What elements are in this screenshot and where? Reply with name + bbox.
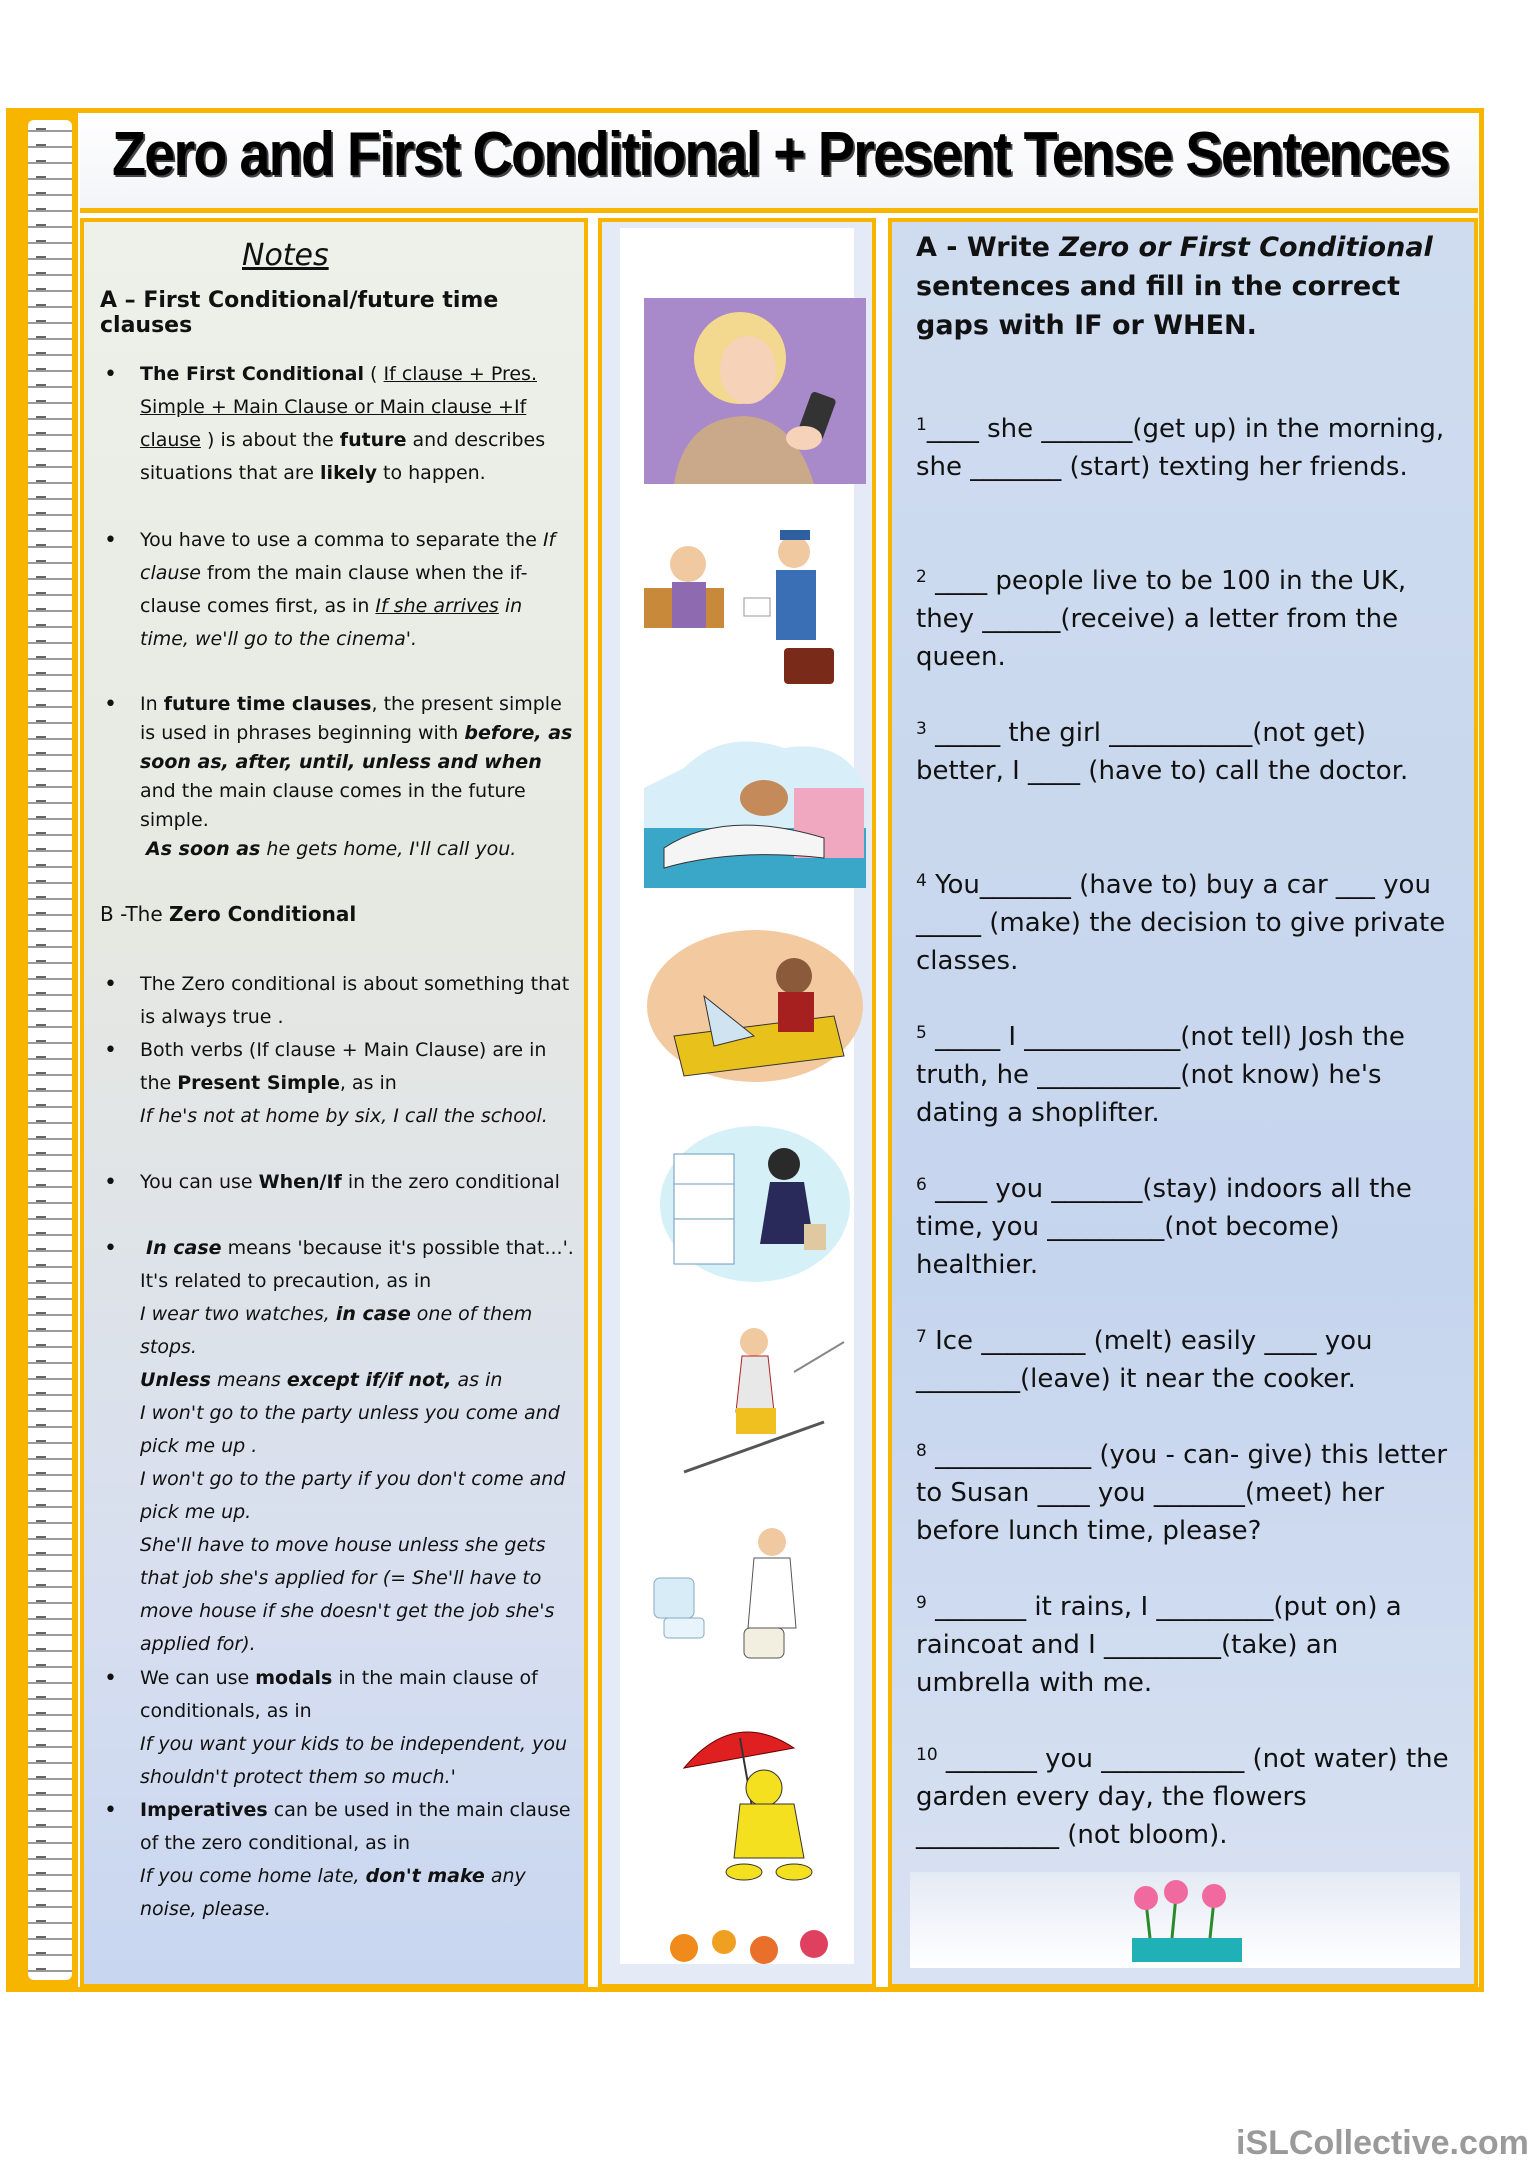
section-b-heading: B -The Zero Conditional bbox=[100, 902, 357, 926]
footer-watermark: iSLCollective.com bbox=[1236, 2124, 1529, 2162]
raincoat-umbrella-image bbox=[644, 1708, 866, 1888]
pink-flowers-icon bbox=[910, 1872, 1460, 1968]
exercise-item: $^3$ _____ the girl ___________(not get) better, I ____ (have to) call the doctor. bbox=[916, 718, 1409, 786]
spiral-binding bbox=[10, 112, 78, 1988]
note-both-verbs: • Both verbs (If clause + Main Clause) are in the Present Simple, as in If he's not at home by six, I call the school. bbox=[104, 1034, 574, 1133]
sick-girl-bed-image bbox=[644, 728, 866, 888]
exercise-panel bbox=[888, 218, 1478, 1988]
title-bar bbox=[80, 113, 1478, 213]
flowers-bouquet-image bbox=[644, 1928, 866, 1964]
exercise-item: $^9$ _______ it rains, I _________(put on) a raincoat and I _________(take) an umbrella with me. bbox=[916, 1592, 1402, 1698]
note-zero-always-true: • The Zero conditional is about something that is always true . bbox=[104, 968, 574, 1034]
note-in-case-unless: • In case means 'because it's possible that...'. It's related to precaution, as in I wear two watches, in case one of them stops. Unless means except if/if not, as in I won't go to the party unless you come and pick me up . I won't go to the party if you don't come and pick me up. She'll have to move house unless she gets that job she's applied for (= She'll have to move house if she doesn't get the job she's applied for). bbox=[104, 1232, 574, 1661]
note-when-if: • You can use When/If in the zero conditional bbox=[104, 1166, 574, 1199]
shoplifter-image bbox=[644, 1124, 866, 1284]
exercise-item: $^{10}$ _______ you ___________ (not water) the garden every day, the flowers ___________ (not bloom). bbox=[916, 1744, 1449, 1850]
note-comma: • You have to use a comma to separate the If clause from the main clause when the if-clause comes first, as in If she arrives in time, we'll go to the cinema'. bbox=[104, 524, 574, 656]
exercise-item: $^4$ You_______ (have to) buy a car ___ you _____ (make) the decision to give private classes. bbox=[916, 870, 1446, 976]
section-a-heading: A – First Conditional/future time clauses bbox=[100, 288, 499, 338]
exercise-item: $^6$ ____ you _______(stay) indoors all the time, you _________(not become) healthier. bbox=[916, 1174, 1412, 1280]
notes-panel bbox=[80, 218, 588, 1988]
flowers-decoration bbox=[910, 1872, 1460, 1968]
note-first-conditional: • The First Conditional ( If clause + Pres. Simple + Main Clause or Main clause +If clause ) is about the future and describes situations that are likely to happen. bbox=[104, 358, 574, 490]
exercise-item: $^2$ ____ people live to be 100 in the UK, they ______(receive) a letter from the queen. bbox=[916, 566, 1407, 672]
page-title: Zero and First Conditional + Present Tense Sentences bbox=[112, 120, 1449, 189]
skier-image bbox=[644, 1312, 866, 1482]
postman-letter-image bbox=[644, 528, 866, 688]
exercise-instructions: A - Write Zero or First Conditional sentences and fill in the correct gaps with IF or WHEN. bbox=[916, 232, 1433, 341]
note-modals: • We can use modals in the main clause of conditionals, as in If you want your kids to be independent, you shouldn't protect them so much.' bbox=[104, 1662, 574, 1794]
illustrations-panel bbox=[598, 218, 876, 1988]
ice-melting-image bbox=[644, 1518, 866, 1668]
woman-driving-image bbox=[644, 926, 866, 1086]
note-future-time-clauses: • In future time clauses, the present simple is used in phrases beginning with before, as soon as, after, until, unless and when and the main clause comes in the future simple. As soon as he gets home, I'll call you. bbox=[104, 690, 574, 864]
exercise-item: $^5$ _____ I ____________(not tell) Josh the truth, he ___________(not know) he's dating a shoplifter. bbox=[916, 1022, 1405, 1128]
exercise-item: $^7$ Ice ________ (melt) easily ____ you ________(leave) it near the cooker. bbox=[916, 1326, 1373, 1394]
exercise-item: $^8$ ____________ (you - can- give) this letter to Susan ____ you _______(meet) her before lunch time, please? bbox=[916, 1440, 1448, 1546]
exercise-item: $^1$____ she _______(get up) in the morning, she _______ (start) texting her friends. bbox=[916, 414, 1445, 482]
note-imperatives: • Imperatives can be used in the main clause of the zero conditional, as in If you come home late, don't make any noise, please. bbox=[104, 1794, 574, 1926]
notes-heading: Notes bbox=[242, 238, 329, 273]
woman-texting-image bbox=[644, 298, 866, 484]
